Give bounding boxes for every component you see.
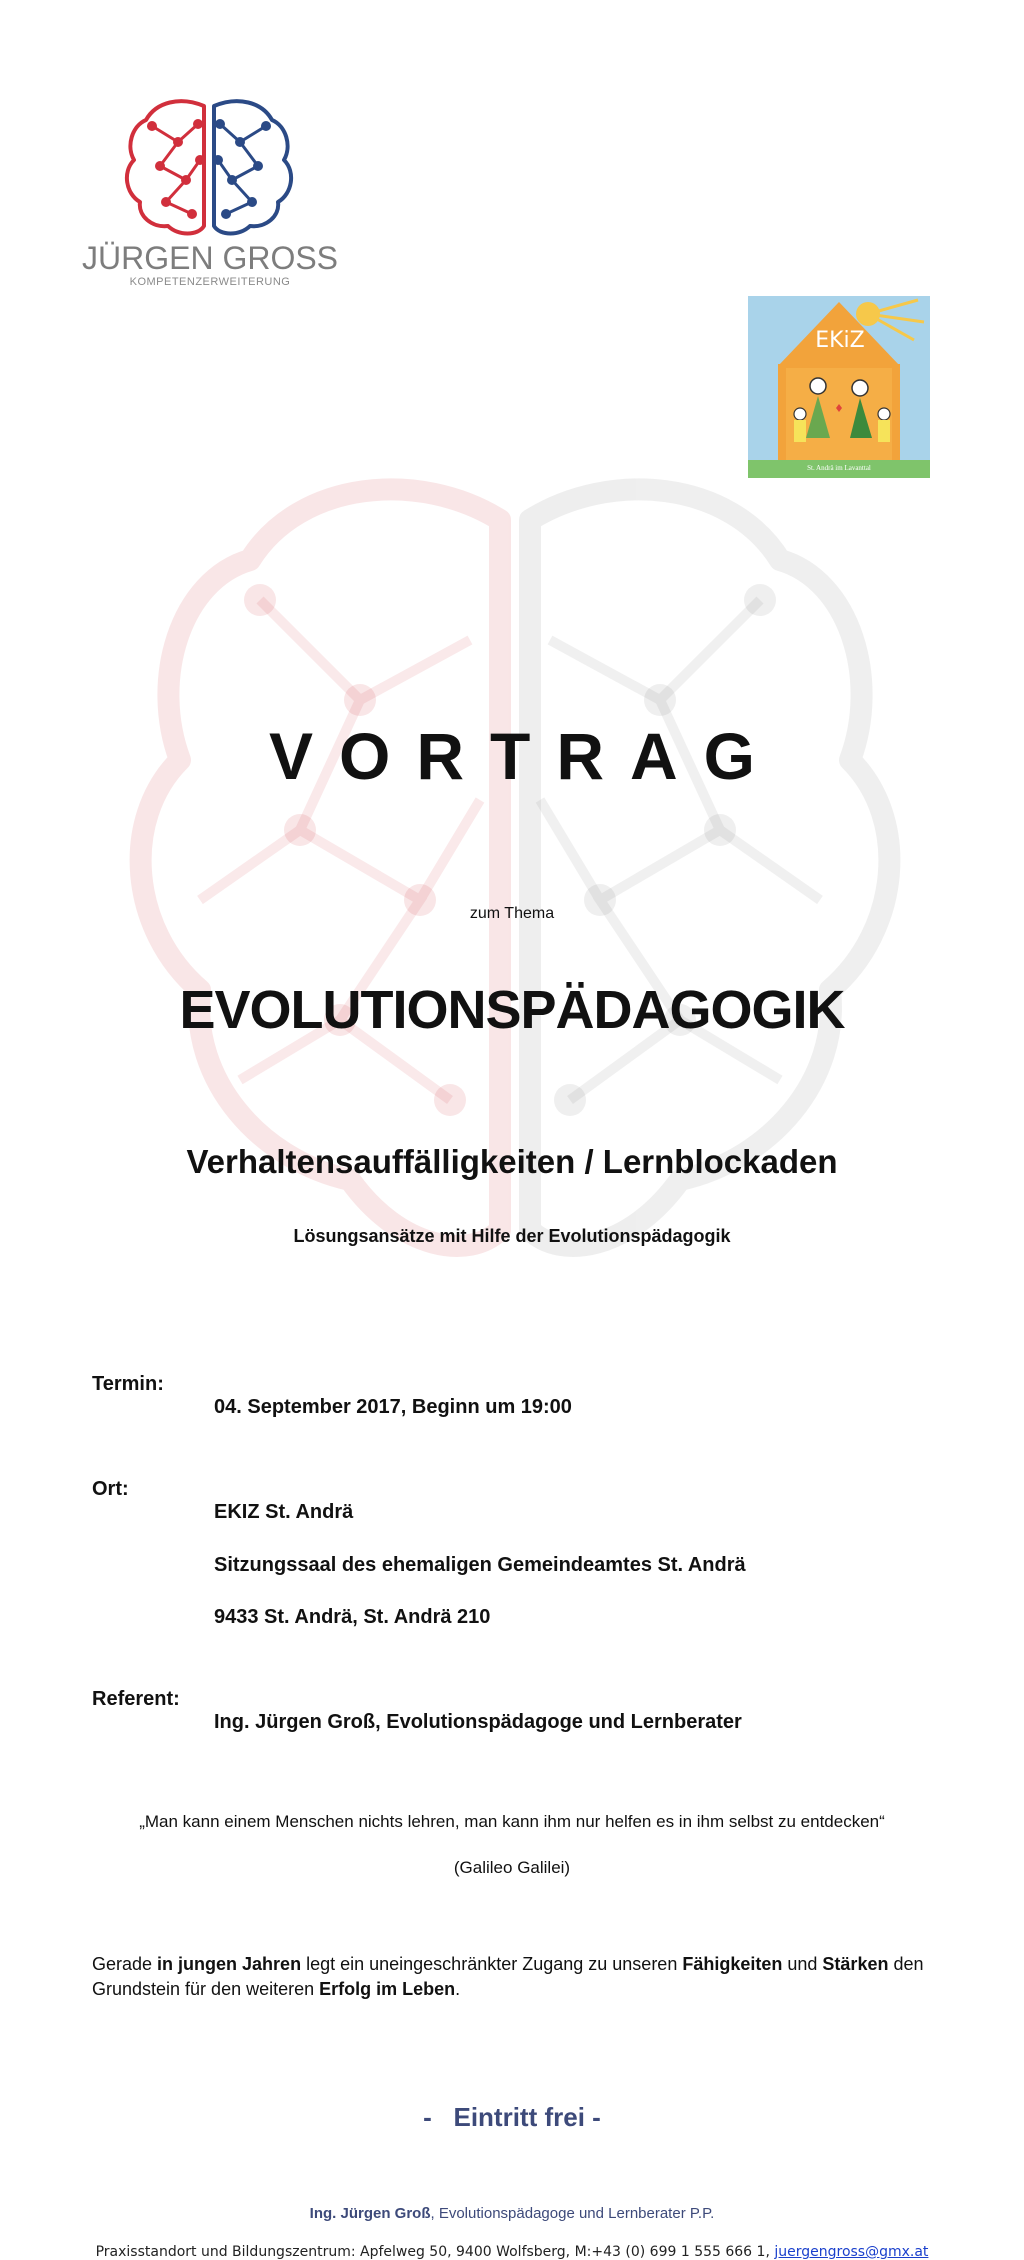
paragraph-emphasis: Erfolg im Leben	[319, 1979, 456, 1999]
paragraph-text: und	[782, 1954, 823, 1974]
date-label: Termin:	[92, 1373, 164, 1395]
footer-name-bold: Ing. Jürgen Groß	[309, 2205, 431, 2222]
brain-logo-icon	[80, 90, 340, 240]
paragraph-emphasis: Stärken	[822, 1954, 889, 1974]
ekiz-logo	[748, 296, 930, 478]
admission-note: - Eintritt frei -	[423, 2102, 601, 2132]
speaker-value: Ing. Jürgen Groß, Evolutionspädagoge und Lernberater	[214, 1711, 742, 1733]
quote-author: (Galileo Galilei)	[453, 1858, 571, 1877]
footer-address	[0, 2244, 1024, 2260]
paragraph-emphasis: Fähigkeiten	[682, 1954, 783, 1974]
subtopic-detail: Lösungsansätze mit Hilfe der Evolutionspädagogik	[293, 1226, 731, 1246]
footer-email-link[interactable]: juergengross@gmx.at	[774, 2244, 929, 2260]
footer-address-text: Praxisstandort und Bildungszentrum: Apfelweg 50, 9400 Wolfsberg, M:+43 (0) 699 1 555 666 1,	[95, 2244, 775, 2260]
location-line: 9433 St. Andrä, St. Andrä 210	[214, 1606, 491, 1628]
ekiz-logo-caption: St. Andrä im Lavanttal	[807, 464, 871, 472]
paragraph-text: .	[455, 1979, 461, 1999]
paragraph-text: Gerade	[92, 1954, 158, 1974]
location-line: EKIZ St. Andrä	[214, 1501, 354, 1523]
topic-intro: zum Thema	[469, 905, 555, 922]
logo-brand-tagline: KOMPETENZERWEITERUNG	[129, 276, 291, 288]
logo-brand-name: JÜRGEN GROSS	[81, 240, 339, 276]
paragraph-text: den Grundstein für den weiteren	[92, 1954, 924, 1999]
footer-name-rest: , Evolutionspädagoge und Lernberater P.P.	[430, 2205, 715, 2222]
quote-text: „Man kann einem Menschen nichts lehren, man kann ihm nur helfen es in ihm selbst zu entdecken“	[139, 1812, 885, 1831]
juergen-gross-logo	[80, 90, 340, 290]
topic-heading: EVOLUTIONSPÄDAGOGIK	[179, 980, 845, 1040]
paragraph-emphasis: in jungen Jahren	[157, 1954, 302, 1974]
intro-paragraph	[92, 1952, 932, 2002]
page-title: VORTRAG	[269, 719, 781, 793]
speaker-label: Referent:	[92, 1688, 180, 1710]
paragraph-text: legt ein uneingeschränkter Zugang zu unseren	[301, 1954, 683, 1974]
subtopic-heading: Verhaltensauffälligkeiten / Lernblockaden	[186, 1143, 838, 1180]
ekiz-house-icon	[748, 296, 930, 478]
footer-name	[0, 2205, 1024, 2222]
location-line: Sitzungssaal des ehemaligen Gemeindeamtes St. Andrä	[214, 1554, 746, 1576]
date-value: 04. September 2017, Beginn um 19:00	[214, 1396, 572, 1418]
location-label: Ort:	[92, 1478, 129, 1500]
ekiz-logo-text: EKiZ	[815, 328, 865, 353]
